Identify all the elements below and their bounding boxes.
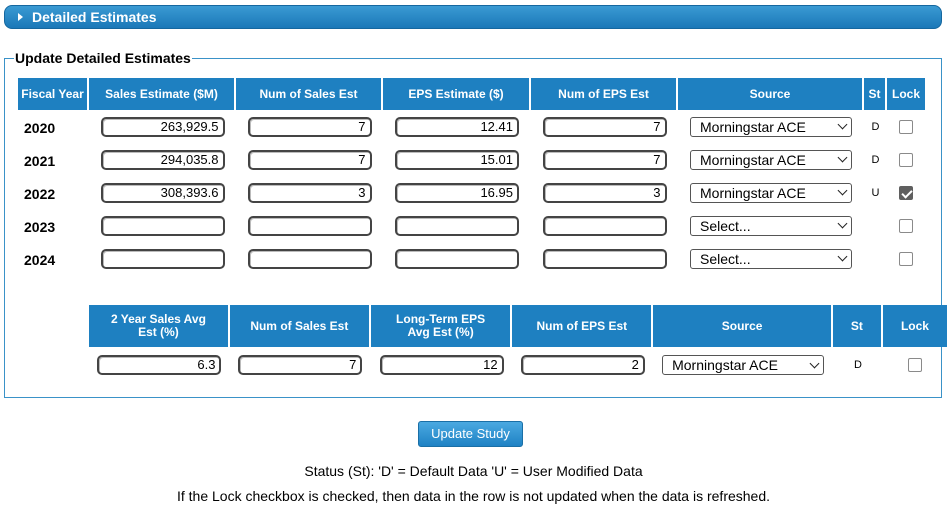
status-code: D (853, 359, 862, 371)
status-legend-note: Status (St): 'D' = Default Data 'U' = User Modified Data (304, 463, 643, 479)
long-term-eps-avg-input-cell (371, 347, 513, 383)
column-header: Num of EPS Est (512, 305, 653, 347)
table-row (18, 209, 925, 242)
source-select[interactable] (690, 249, 852, 269)
num-eps-est-input-cell (531, 209, 678, 242)
status-code: D (871, 153, 880, 166)
lock-checkbox[interactable] (899, 252, 913, 266)
eps-estimate-input-cell (383, 143, 531, 176)
lock-checkbox[interactable] (899, 219, 913, 233)
status-code (864, 242, 887, 275)
num-eps-est-input[interactable] (543, 249, 667, 269)
num-eps-est-input[interactable]: 7 (543, 117, 667, 137)
chevron-down-icon (838, 219, 848, 229)
lock-checkbox-cell (887, 110, 925, 143)
chevron-down-icon (838, 252, 848, 262)
sales-estimate-input-cell (89, 209, 236, 242)
column-header: St (833, 305, 883, 347)
lock-checkbox[interactable] (899, 153, 913, 167)
section-legend: Update Detailed Estimates (15, 50, 191, 66)
num-sales-est-input-cell (236, 110, 383, 143)
lock-explanation-note: If the Lock checkbox is checked, then data in the row is not updated when the data is refreshed. (176, 488, 771, 504)
num-eps-est-input-cell (531, 143, 678, 176)
sales-estimate-input-cell (89, 176, 236, 209)
fiscal-year: 2023 (24, 218, 56, 235)
num-sales-est-input[interactable]: 7 (238, 355, 362, 375)
column-header: Source (678, 78, 864, 110)
num-eps-est-input[interactable]: 2 (521, 355, 645, 375)
column-header: Num of EPS Est (531, 78, 678, 110)
expand-triangle-icon (18, 13, 23, 21)
source-select-cell (678, 242, 864, 275)
lock-checkbox-cell (887, 209, 925, 242)
column-header: Source (653, 305, 833, 347)
chevron-down-icon (810, 358, 820, 368)
lock-checkbox-cell (887, 143, 925, 176)
source-select[interactable] (690, 183, 852, 203)
num-eps-est-input-cell (531, 110, 678, 143)
eps-estimate-input[interactable]: 12.41 (395, 117, 519, 137)
eps-estimate-input[interactable] (395, 249, 519, 269)
num-sales-est-input-cell (236, 176, 383, 209)
eps-estimate-input-cell (383, 242, 531, 275)
sales-estimate-input[interactable]: 308,393.6 (101, 183, 225, 203)
num-eps-est-input-cell (531, 242, 678, 275)
status-code (864, 209, 887, 242)
chevron-down-icon (838, 153, 848, 163)
source-select[interactable] (690, 150, 852, 170)
update-study-button[interactable]: Update Study (418, 421, 523, 447)
sales-estimate-input[interactable]: 263,929.5 (101, 117, 225, 137)
column-header: St (864, 78, 887, 110)
num-sales-est-input[interactable] (248, 216, 372, 236)
source-select[interactable] (690, 117, 852, 137)
lock-checkbox[interactable] (899, 186, 913, 200)
source-select-cell (653, 347, 833, 383)
lock-checkbox-cell (887, 242, 925, 275)
num-sales-est-input-cell (236, 143, 383, 176)
sales-estimate-input-cell (89, 143, 236, 176)
table-row (89, 347, 947, 383)
chevron-down-icon (838, 120, 848, 130)
source-select[interactable] (690, 216, 852, 236)
num-sales-est-input[interactable] (248, 249, 372, 269)
source-select-value: Morningstar ACE (700, 118, 806, 135)
source-select-cell (678, 209, 864, 242)
status-code: U (871, 186, 880, 199)
num-eps-est-input[interactable]: 7 (543, 150, 667, 170)
lock-checkbox-cell (883, 347, 947, 383)
num-sales-est-input[interactable]: 7 (248, 150, 372, 170)
source-select-value: Select... (700, 217, 751, 234)
source-select-value: Morningstar ACE (700, 151, 806, 168)
source-select[interactable] (662, 355, 824, 375)
column-header: Lock (883, 305, 947, 347)
sales-estimate-input[interactable] (101, 216, 225, 236)
eps-estimate-input-cell (383, 209, 531, 242)
source-select-cell (678, 143, 864, 176)
detailed-estimates-header[interactable] (4, 5, 942, 29)
two-year-sales-avg-input-cell (89, 347, 230, 383)
sales-estimate-input[interactable] (101, 249, 225, 269)
table-row (18, 110, 925, 143)
two-year-sales-avg-input[interactable]: 6.3 (97, 355, 221, 375)
table-row (18, 176, 925, 209)
lock-checkbox[interactable] (899, 120, 913, 134)
source-select-value: Select... (700, 250, 751, 267)
num-sales-est-input[interactable]: 7 (248, 117, 372, 137)
eps-estimate-input[interactable] (395, 216, 519, 236)
header-title: Detailed Estimates (32, 9, 157, 25)
source-select-cell (678, 176, 864, 209)
eps-estimate-input-cell (383, 110, 531, 143)
column-header: EPS Estimate ($) (383, 78, 531, 110)
long-term-eps-avg-input[interactable]: 12 (380, 355, 504, 375)
column-header: Num of Sales Est (230, 305, 371, 347)
fiscal-year: 2022 (24, 185, 56, 202)
column-header: Lock (887, 78, 925, 110)
num-sales-est-input[interactable]: 3 (248, 183, 372, 203)
num-sales-est-input-cell (230, 347, 371, 383)
fiscal-year: 2021 (24, 152, 56, 169)
eps-estimate-input-cell (383, 176, 531, 209)
eps-estimate-input[interactable]: 15.01 (395, 150, 519, 170)
column-header: 2 Year Sales Avg Est (%) (89, 305, 230, 347)
eps-estimate-input[interactable]: 16.95 (395, 183, 519, 203)
sales-estimate-input[interactable]: 294,035.8 (101, 150, 225, 170)
lock-checkbox[interactable] (908, 358, 922, 372)
num-eps-est-input-cell (512, 347, 653, 383)
num-sales-est-input-cell (236, 242, 383, 275)
num-sales-est-input-cell (236, 209, 383, 242)
fiscal-year: 2020 (24, 119, 56, 136)
fiscal-year: 2024 (24, 251, 56, 268)
status-code: D (871, 120, 880, 133)
lock-checkbox-cell (887, 176, 925, 209)
averages-table (89, 305, 947, 383)
column-header: Sales Estimate ($M) (89, 78, 236, 110)
column-header: Num of Sales Est (236, 78, 383, 110)
estimates-table (18, 78, 925, 275)
column-header: Fiscal Year (18, 78, 89, 110)
num-eps-est-input[interactable]: 3 (543, 183, 667, 203)
table-row (18, 242, 925, 275)
num-eps-est-input-cell (531, 176, 678, 209)
source-select-value: Morningstar ACE (672, 357, 778, 373)
num-eps-est-input[interactable] (543, 216, 667, 236)
source-select-value: Morningstar ACE (700, 184, 806, 201)
chevron-down-icon (838, 186, 848, 196)
column-header: Long-Term EPS Avg Est (%) (371, 305, 513, 347)
source-select-cell (678, 110, 864, 143)
sales-estimate-input-cell (89, 242, 236, 275)
sales-estimate-input-cell (89, 110, 236, 143)
table-row (18, 143, 925, 176)
